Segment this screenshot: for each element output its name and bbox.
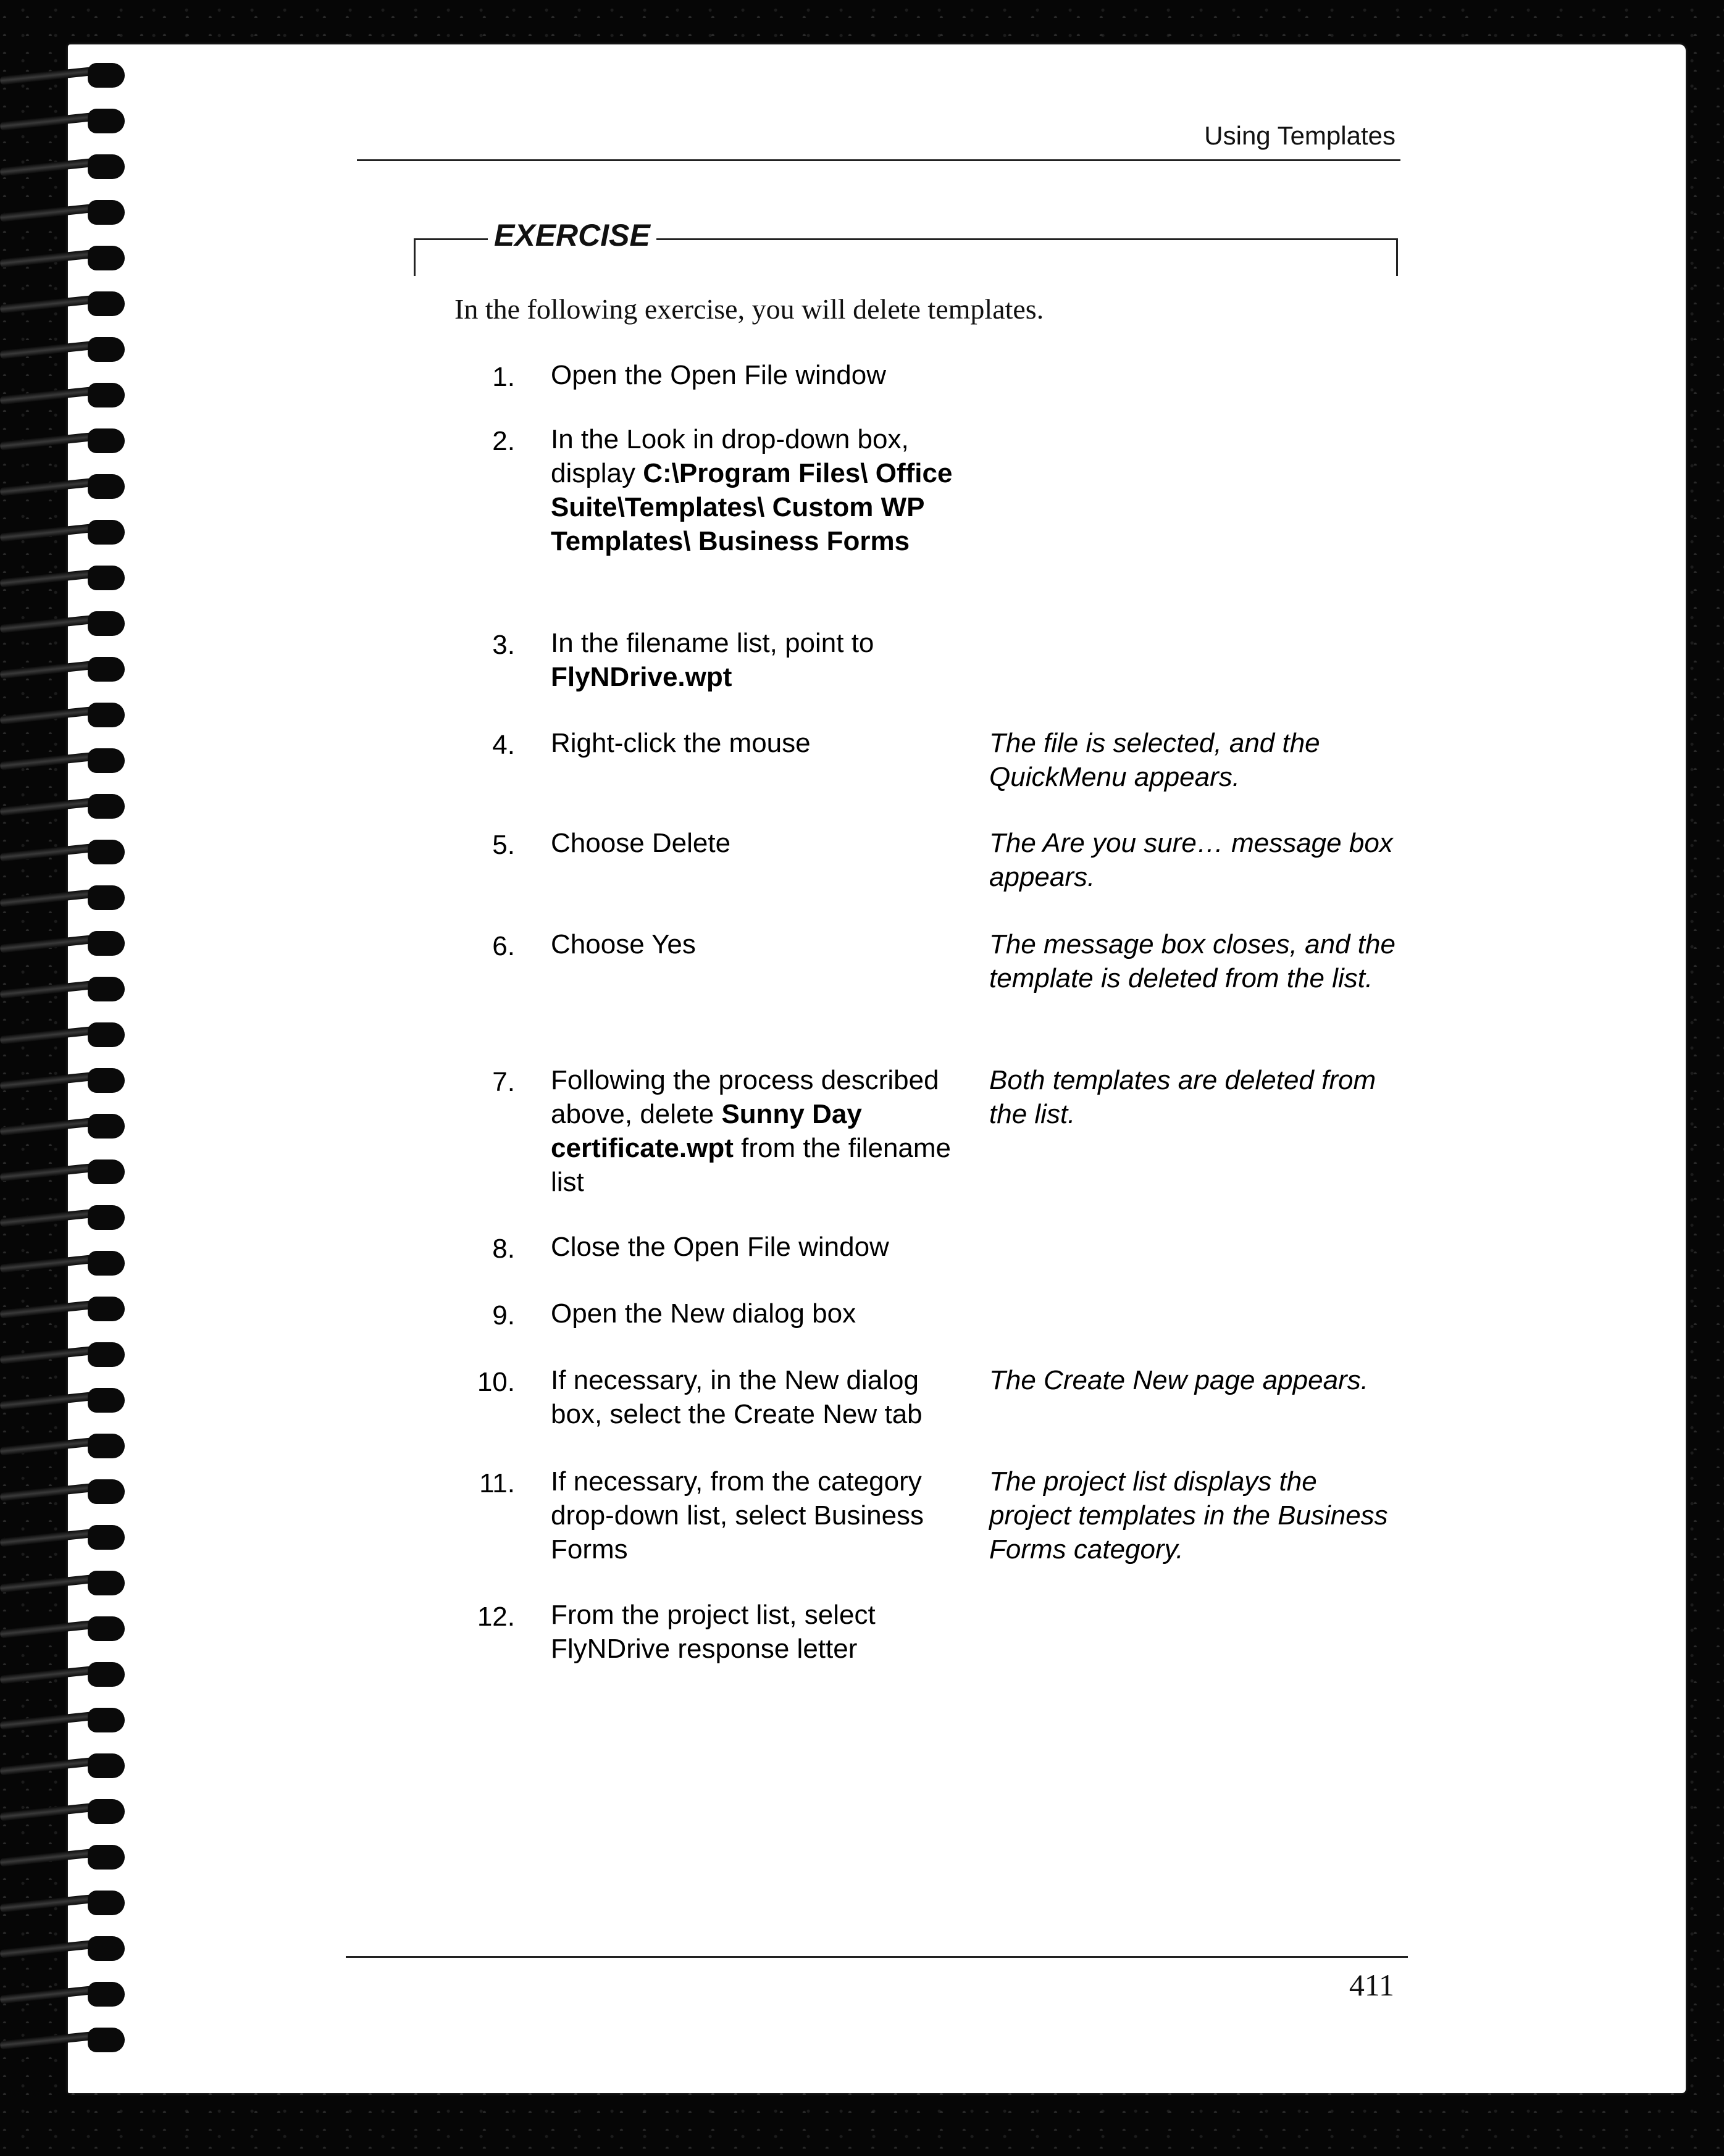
step-number: 6. (492, 931, 515, 961)
step-number: 3. (492, 630, 515, 660)
spiral-coil (0, 1156, 130, 1187)
spiral-coil (0, 1887, 130, 1918)
step-text-plain: In the filename list, point to (551, 628, 874, 658)
step-text-plain: Open the Open File window (551, 360, 886, 390)
spiral-coil (0, 790, 130, 821)
coil-wire (0, 249, 93, 268)
coil-wire (0, 2031, 93, 2050)
step-text-plain: Choose Delete (551, 828, 731, 858)
spiral-coil (0, 1613, 130, 1644)
spiral-coil (0, 1384, 130, 1415)
coil-loop (88, 1205, 125, 1230)
coil-wire (0, 1392, 93, 1410)
coil-wire (0, 1255, 93, 1273)
step-number: 5. (492, 830, 515, 860)
coil-loop (88, 794, 125, 819)
step-text-plain: Right-click the mouse (551, 728, 811, 758)
spiral-coil (0, 699, 130, 730)
coil-wire (0, 1529, 93, 1547)
coil-wire (0, 1163, 93, 1182)
spiral-coil (0, 1430, 130, 1461)
coil-loop (88, 337, 125, 362)
coil-wire (0, 1437, 93, 1456)
spiral-coil (0, 1658, 130, 1689)
coil-loop (88, 1068, 125, 1093)
coil-loop (88, 1388, 125, 1413)
step-text-plain: If necessary, from the category drop-down list, select Business Forms (551, 1466, 924, 1565)
coil-loop (88, 657, 125, 682)
spiral-coil (0, 927, 130, 958)
spiral-coil (0, 151, 130, 182)
coil-loop (88, 1799, 125, 1824)
spiral-coil (0, 882, 130, 913)
coil-wire (0, 478, 93, 496)
coil-loop (88, 291, 125, 316)
coil-loop (88, 1479, 125, 1504)
coil-wire (0, 1072, 93, 1090)
step-text-plain: If necessary, in the New dialog box, select the Create New tab (551, 1365, 923, 1429)
coil-loop (88, 1297, 125, 1321)
coil-wire (0, 1346, 93, 1364)
exercise-label: EXERCISE (488, 217, 656, 253)
coil-wire (0, 1757, 93, 1776)
coil-wire (0, 112, 93, 131)
coil-wire (0, 67, 93, 85)
spiral-coil (0, 1476, 130, 1506)
step-instruction (551, 1063, 958, 1199)
coil-loop (88, 246, 125, 270)
coil-loop (88, 1434, 125, 1458)
spiral-coil (0, 1750, 130, 1781)
coil-wire (0, 432, 93, 451)
coil-wire (0, 1574, 93, 1593)
spiral-coil (0, 333, 130, 364)
coil-loop (88, 383, 125, 407)
coil-loop (88, 1525, 125, 1550)
spiral-coil (0, 608, 130, 638)
coil-loop (88, 200, 125, 225)
spiral-coil (0, 836, 130, 867)
coil-wire (0, 341, 93, 359)
spiral-coil (0, 196, 130, 227)
step-number: 12. (477, 1602, 515, 1632)
coil-wire (0, 1300, 93, 1319)
step-instruction (551, 826, 958, 860)
spiral-coil (0, 1019, 130, 1050)
spiral-coil (0, 653, 130, 684)
step-instruction (551, 626, 958, 694)
coil-wire (0, 295, 93, 314)
spiral-coil (0, 1201, 130, 1232)
step-number: 11. (479, 1468, 515, 1498)
coil-wire (0, 889, 93, 908)
coil-loop (88, 520, 125, 545)
step-number: 2. (492, 426, 515, 456)
spiral-coil (0, 288, 130, 319)
step-result: The Are you sure… message box appears. (989, 828, 1393, 892)
coil-wire (0, 1711, 93, 1730)
coil-wire (0, 204, 93, 222)
step-instruction (551, 1598, 958, 1666)
coil-loop (88, 1708, 125, 1732)
page-number: 411 (1349, 1968, 1394, 2002)
step-text-plain: Following the process described above, delete (551, 1065, 939, 1129)
coil-loop (88, 703, 125, 727)
step-text-plain: From the project list, select FlyNDrive response letter (551, 1600, 876, 1664)
coil-wire (0, 1986, 93, 2004)
coil-wire (0, 1803, 93, 1821)
spiral-coil (0, 1247, 130, 1278)
spiral-coil (0, 59, 130, 90)
step-text-plain: Open the New dialog box (551, 1298, 856, 1329)
spiral-coil (0, 1795, 130, 1826)
coil-loop (88, 931, 125, 956)
coil-wire (0, 1940, 93, 1958)
step-result: The message box closes, and the template is deleted from the list. (989, 929, 1396, 993)
spiral-coil (0, 1704, 130, 1735)
coil-loop (88, 1342, 125, 1367)
step-number: 8. (492, 1234, 515, 1264)
coil-loop (88, 840, 125, 864)
running-head: Using Templates (1204, 121, 1396, 150)
spiral-coil (0, 1293, 130, 1324)
coil-loop (88, 2028, 125, 2052)
spiral-coil (0, 1521, 130, 1552)
coil-wire (0, 843, 93, 862)
step-result: Both templates are deleted from the list. (989, 1065, 1376, 1129)
footer-rule (346, 1956, 1408, 1958)
exercise-intro: In the following exercise, you will delete templates. (454, 293, 1044, 325)
coil-loop (88, 611, 125, 636)
step-text-plain: In the Look in drop-down box, display (551, 424, 909, 488)
coil-loop (88, 1845, 125, 1870)
spiral-coil (0, 1932, 130, 1963)
step-instruction (551, 358, 958, 392)
coil-loop (88, 885, 125, 910)
coil-loop (88, 428, 125, 453)
spiral-coil (0, 516, 130, 547)
coil-loop (88, 63, 125, 88)
coil-wire (0, 569, 93, 588)
spiral-binding (0, 59, 130, 2072)
coil-wire (0, 798, 93, 816)
step-text-after: from the filename list (551, 1133, 952, 1197)
spiral-coil (0, 425, 130, 456)
spiral-coil (0, 973, 130, 1004)
step-instruction (551, 726, 958, 760)
header-rule (357, 159, 1400, 161)
step-instruction (551, 1464, 958, 1566)
spiral-coil (0, 470, 130, 501)
step-result: The file is selected, and the QuickMenu appears. (989, 728, 1320, 792)
step-number: 4. (492, 730, 515, 760)
step-instruction (551, 1363, 958, 1431)
spiral-coil (0, 379, 130, 410)
spiral-coil (0, 1110, 130, 1141)
step-text-bold: Sunny Day certificate.wpt (551, 1099, 862, 1163)
coil-loop (88, 474, 125, 499)
coil-wire (0, 615, 93, 633)
step-result: The project list displays the project templates in the Business Forms category. (989, 1466, 1388, 1565)
coil-wire (0, 1620, 93, 1639)
step-result: The Create New page appears. (989, 1365, 1368, 1395)
spiral-coil (0, 1339, 130, 1369)
coil-wire (0, 935, 93, 953)
coil-wire (0, 1666, 93, 1684)
spiral-coil (0, 1841, 130, 1872)
coil-loop (88, 154, 125, 179)
spiral-coil (0, 1567, 130, 1598)
coil-wire (0, 1118, 93, 1136)
step-text-bold: C:\Program Files\ Office Suite\Templates\ Custom WP Templates\ Business Forms (551, 458, 953, 556)
step-text-plain: Close the Open File window (551, 1232, 889, 1262)
coil-wire (0, 1026, 93, 1045)
coil-wire (0, 752, 93, 771)
coil-loop (88, 1571, 125, 1595)
coil-wire (0, 980, 93, 999)
coil-wire (0, 524, 93, 542)
spiral-coil (0, 745, 130, 775)
coil-loop (88, 977, 125, 1001)
spiral-coil (0, 562, 130, 593)
spiral-coil (0, 242, 130, 273)
coil-wire (0, 158, 93, 177)
coil-loop (88, 1891, 125, 1915)
step-instruction (551, 422, 958, 558)
coil-loop (88, 1022, 125, 1047)
coil-loop (88, 566, 125, 590)
coil-loop (88, 1936, 125, 1961)
coil-loop (88, 1251, 125, 1276)
coil-loop (88, 1662, 125, 1687)
step-instruction (551, 927, 958, 961)
coil-wire (0, 1849, 93, 1867)
step-instruction (551, 1230, 958, 1264)
step-number: 10. (477, 1367, 515, 1397)
coil-wire (0, 1894, 93, 1913)
coil-wire (0, 1209, 93, 1227)
spiral-coil (0, 1064, 130, 1095)
coil-wire (0, 706, 93, 725)
spiral-coil (0, 105, 130, 136)
step-number: 9. (492, 1300, 515, 1331)
step-number: 1. (492, 362, 515, 392)
step-text-plain: Choose Yes (551, 929, 696, 959)
coil-loop (88, 109, 125, 133)
coil-loop (88, 748, 125, 773)
coil-loop (88, 1753, 125, 1778)
spiral-coil (0, 1978, 130, 2009)
spiral-coil (0, 2024, 130, 2055)
coil-loop (88, 1159, 125, 1184)
coil-wire (0, 1483, 93, 1502)
step-text-bold: FlyNDrive.wpt (551, 662, 732, 692)
step-number: 7. (492, 1067, 515, 1097)
coil-wire (0, 661, 93, 679)
coil-loop (88, 1114, 125, 1139)
step-instruction (551, 1297, 958, 1331)
coil-loop (88, 1616, 125, 1641)
coil-wire (0, 386, 93, 405)
coil-loop (88, 1982, 125, 2007)
